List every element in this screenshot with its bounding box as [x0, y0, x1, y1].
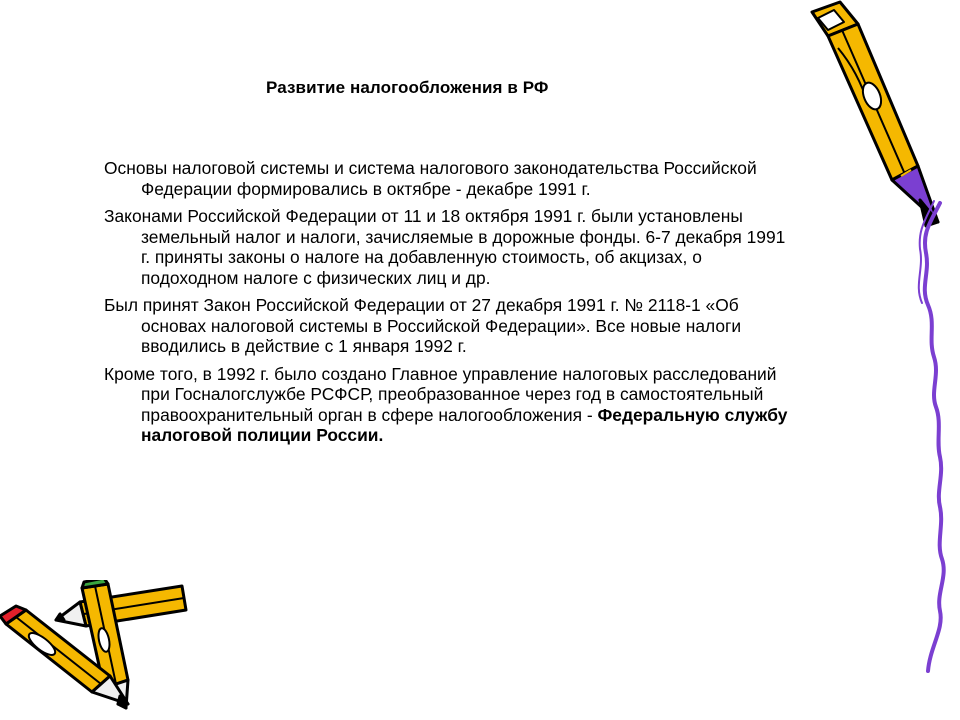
slide-title: Развитие налогообложения в РФ — [266, 78, 549, 97]
paragraph-1-text: Основы налоговой системы и система налогового законодательства Российской Федерации формировались в октябре - декабре 1991 г. — [104, 158, 757, 199]
paragraph-1 — [104, 158, 794, 199]
paragraph-4 — [104, 364, 794, 446]
paragraph-3-text: Был принят Закон Российской Федерации от 27 декабря 1991 г. № 2118-1 «Об основах налоговой системы в Российской Федерации». Все новые налоги вводились в действие с 1 января 1992 г. — [104, 295, 742, 356]
paragraph-4-bold-text: Федеральную службу налоговой полиции России. — [141, 404, 788, 445]
scribble-line — [900, 195, 960, 680]
slide-body — [104, 158, 794, 453]
paragraph-4-text: Кроме того, в 1992 г. было создано Главное управление налоговых расследований при Госналогслужбе РСФСР, преобразованное через год в самостоятельный правоохранительный орган в сфере налогообложения - — [104, 363, 777, 425]
paragraph-2 — [104, 206, 794, 288]
paragraph-2-text: Законами Российской Федерации от 11 и 18 октября 1991 г. были установлены земельный налог и налоги, зачисляемые в дорожные фонды. 6-7 декабря 1991 г. приняты законы о налоге на добавленную стоимость, об акцизах, о подоходном налоге с физических лиц и др. — [104, 206, 786, 288]
crossed-pencils-icon — [0, 580, 200, 720]
paragraph-3 — [104, 295, 794, 357]
